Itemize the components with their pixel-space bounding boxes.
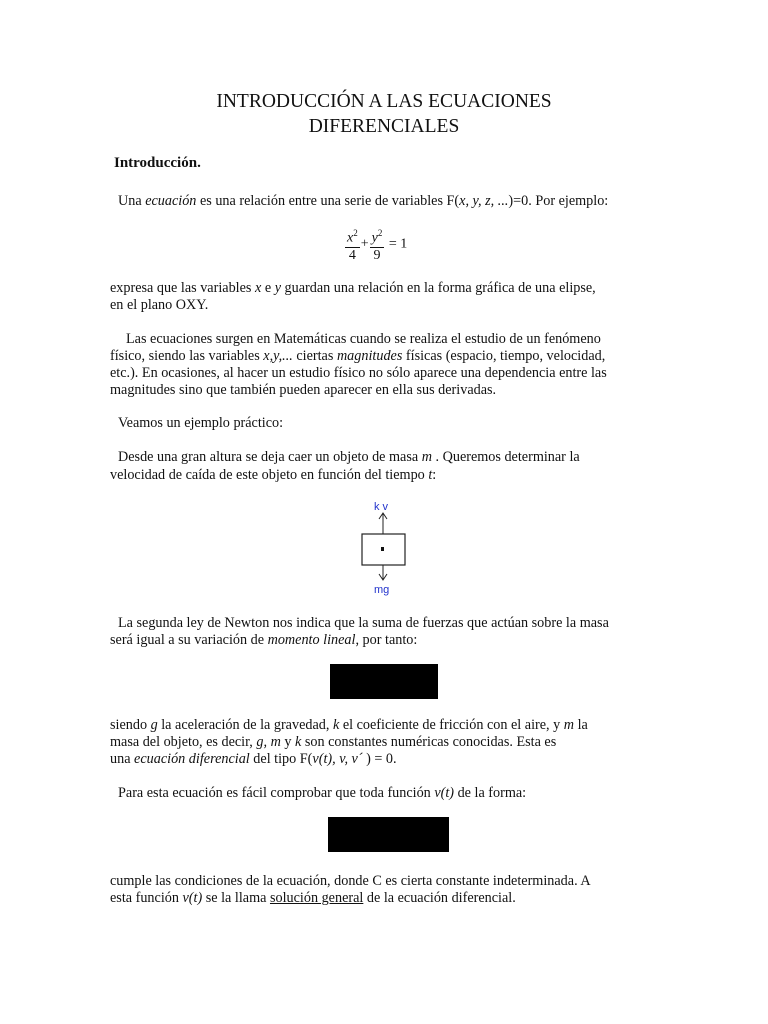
paragraph-3-line3: etc.). En ocasiones, al hacer un estudio físico no sólo aparece una dependencia entre las [110, 365, 607, 381]
paragraph-9-line2: esta función v(t) se la llama solución general de la ecuación diferencial. [110, 890, 516, 906]
paragraph-4: Veamos un ejemplo práctico: [118, 415, 284, 431]
paragraph-6-line2: será igual a su variación de momento lineal, por tanto: [110, 632, 418, 648]
document-title-line2: DIFERENCIALES [308, 116, 460, 137]
paragraph-2-line1: expresa que las variables x e y guardan una relación en la forma gráfica de una elipse, [110, 280, 596, 296]
paragraph-6-line1: La segunda ley de Newton nos indica que la suma de fuerzas que actúan sobre la masa [118, 615, 609, 631]
diagram-gravity-label: mg [374, 584, 390, 596]
paragraph-5-line2: velocidad de caída de este objeto en función del tiempo t: [110, 467, 437, 483]
paragraph-5-line1: Desde una gran altura se deja caer un objeto de masa m . Queremos determinar la [118, 449, 580, 465]
section-heading: Introducción. [114, 155, 201, 171]
paragraph-3-line1: Las ecuaciones surgen en Matemáticas cuando se realiza el estudio de un fenómeno [126, 331, 601, 347]
solucion-general-term: solución general [269, 890, 364, 906]
paragraph-3-line2: físico, siendo las variables x,y,... ciertas magnitudes físicas (espacio, tiempo, velocidad, [110, 348, 606, 364]
diagram-friction-label: k v [374, 501, 389, 513]
paragraph-8: Para esta ecuación es fácil comprobar que toda función v(t) de la forma: [118, 785, 527, 801]
force-diagram [340, 512, 430, 584]
paragraph-7-line2: masa del objeto, es decir, g, m y k son constantes numéricas conocidas. Esta es [110, 734, 557, 750]
mass-point [381, 547, 384, 551]
paragraph-2-line2: en el plano OXY. [110, 297, 209, 313]
equation-image-newton [330, 664, 438, 699]
paragraph-7-line1: siendo g la aceleración de la gravedad, k el coeficiente de fricción con el aire, y m la [110, 717, 588, 733]
paragraph-7-line3: una ecuación diferencial del tipo F(v(t), v, v´ ) = 0. [110, 751, 397, 767]
paragraph-9-line1: cumple las condiciones de la ecuación, donde C es cierta constante indeterminada. A [110, 873, 591, 889]
document-title-line1: INTRODUCCIÓN A LAS ECUACIONES [216, 91, 552, 112]
equation-image-solution [328, 817, 449, 852]
ellipse-equation: $\frac{x^2}{4}$ + $\frac{y^2}{9}$ = 1 [344, 225, 407, 264]
paragraph-3-line4: magnitudes sino que también pueden aparecer en ella sus derivadas. [110, 382, 497, 398]
paragraph-1: Una ecuación es una relación entre una serie de variables F(x, y, z, ...)=0. Por ejemplo: [118, 193, 609, 209]
